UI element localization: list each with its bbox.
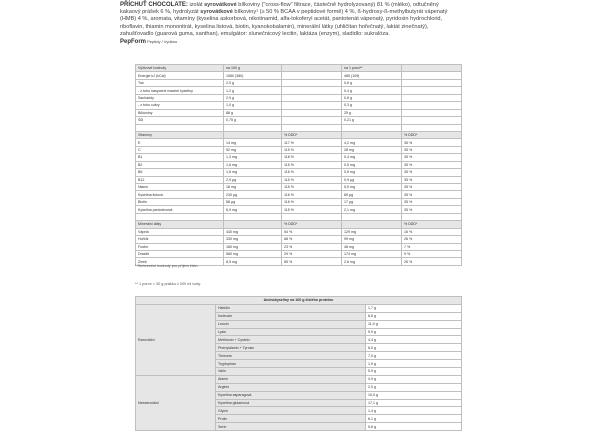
nutrient-value: 1,6 mg [224,161,282,168]
nutrient-value: 14 mg [224,139,282,146]
amino-acid-value: 9,9 g [366,328,462,336]
nutrition-row [136,94,462,101]
amino-row [136,304,462,312]
amino-acid-value: 4,9 g [366,375,462,383]
nutrient-value: 58 µg [224,198,282,205]
ingredients-paragraph [120,2,460,46]
nutrient-value: 230 µg [224,191,282,198]
nutrient-value: 0,6 g [342,79,402,86]
nutrient-value [282,213,342,220]
nutrient-value: 2,9 g [224,94,282,101]
nutrient-value: 430 mg [224,228,282,235]
nutrition-row [136,236,462,243]
nutrient-value: 99 mg [342,236,402,243]
amino-acid-name: Prolin [216,415,366,423]
amino-acid-name: Alanin [216,375,366,383]
nutrient-value: 17 µg [342,198,402,205]
amino-acid-table-body [136,304,462,430]
nutrient-value: 8,5 mg [224,258,282,265]
nutrient-value [342,124,402,131]
amino-group-label: Neesenciální [136,375,216,430]
amino-acid-value: 10,0 g [366,391,462,399]
nutrient-value [282,109,342,116]
nutrient-value: 1,2 g [224,87,282,94]
nutrient-name: Sacharidy [136,94,224,101]
amino-acid-name: Arginin [216,383,366,391]
nutrient-value: 116 % [282,198,342,205]
ingredient-text-segment: bílkoviny [232,9,257,16]
nutrient-name: Biotin [136,198,224,205]
nutrient-name: - z toho nasycené mastné kyseliny [136,87,224,94]
nutrient-name: C [136,146,224,153]
amino-acid-value: 6,0 g [366,344,462,352]
nutrient-value: 116 % [282,191,342,198]
nutrient-value [402,94,462,101]
amino-acid-name: Histidin [216,304,366,312]
nutrition-row [136,243,462,250]
nutrient-value: 4,2 mg [342,139,402,146]
amino-acid-value: 6,6 g [366,312,462,320]
amino-acid-name: Isoleucin [216,312,366,320]
nutrition-row [136,198,462,205]
amino-acid-value: 17,1 g [366,399,462,407]
nutrition-row [136,72,462,79]
amino-acid-name: Tryptophan [216,360,366,368]
nutrition-table [135,64,462,266]
nutrition-header-cell: Výživové hodnoty [136,65,224,72]
nutrient-value: 129 mg [342,228,402,235]
nutrition-row [136,154,462,161]
serving-footnote: ** 1 porce = 30 g prášku v 200 ml vody. [135,282,202,286]
nutrient-value [282,124,342,131]
nutrient-value: 92 mg [224,146,282,153]
nutrition-header-cell: na 100 g [224,65,282,72]
nutrition-row [136,250,462,257]
nutrition-row [136,191,462,198]
amino-group-label: Esenciální [136,304,216,375]
nutrient-value: 2,6 mg [342,258,402,265]
nutrient-value: 0,75 g [224,117,282,124]
nutrient-name: Draslík [136,250,224,257]
nutrient-value: 88 g [224,109,282,116]
nutrient-value: 25 g [342,109,402,116]
ingredient-text-segment: izolát [187,2,205,8]
nutrient-name: Fosfor [136,243,224,250]
nutrient-value [224,213,282,220]
amino-acid-name: Serin [216,423,366,431]
ingredient-text-segment: (≥ 50 % BCAA v peptidové formě) 4 %, ß-hydroxy-ß-methylbutyrát vápenatý (HMB) 4 %, aromata, vitamíny (kyselina askorbová, nikotinamid, alfa-tokoferyl acetát, pantotenát vápenatý, pyridoxin hydrochlorid, riboflavin, thiamin mononitrát, kyselina listová, biotin, kyanokobalamin), minerální látky (uhličitan hořečnatý, laktát zinečnatý), zahušťovadlo (guarová guma, xanthan), emulgátor: slunečnicový lecitin, laktáza (enzym), sladidlo: sukralóza. [120,9,448,37]
nutrient-value [402,213,462,220]
nutrient-value [282,117,342,124]
nutrient-value [282,87,342,94]
amino-acid-value: 5,9 g [366,368,462,376]
amino-acid-table [135,296,462,431]
nutrient-name: - z toho cukry [136,102,224,109]
nutrient-value: 7 % [402,243,462,250]
nutrient-value: 35 % [402,206,462,213]
amino-table-title: Aminokyseliny na 100 g čistého proteinu [136,297,462,305]
nutrient-value: 48 mg [342,243,402,250]
nutrition-row [136,109,462,116]
nutrient-value [402,72,462,79]
nutrition-row [136,206,462,213]
amino-acid-value: 1,9 g [366,360,462,368]
amino-acid-name: Leucin [216,320,366,328]
nutrient-value [402,87,462,94]
nutrition-row [136,184,462,191]
nutrition-header-row [136,65,462,72]
amino-acid-name: Lysin [216,328,366,336]
nutrient-value: 1,3 mg [224,154,282,161]
nutrition-header-cell [282,65,342,72]
nutrient-value [282,102,342,109]
nutrition-row [136,87,462,94]
nutrient-value [282,94,342,101]
nutrition-spacer-row [136,213,462,220]
nutrient-value: 160 mg [224,243,282,250]
amino-acid-value: 6,1 g [366,415,462,423]
nutrient-name: B6 [136,169,224,176]
amino-acid-value: 2,0 g [366,383,462,391]
nutrition-row [136,79,462,86]
nutrient-value: 1,6 mg [224,169,282,176]
nutrient-value: 69 µg [342,191,402,198]
nutrition-row [136,139,462,146]
nutrient-value: 2,9 µg [224,176,282,183]
nutrient-value: % DDD* [282,131,342,138]
nutrient-name: Sůl [136,117,224,124]
allergen-highlight: syrovátkové [204,2,237,8]
nutrient-value: 117 % [282,139,342,146]
amino-acid-name: Kyselina asparagová [216,391,366,399]
nutrition-row [136,176,462,183]
nutrient-value: 0,8 g [342,94,402,101]
nutrition-row [136,146,462,153]
nutrient-value [402,102,462,109]
nutrient-value: 29 % [282,250,342,257]
nutrient-value: 115 % [282,176,342,183]
nutrient-value: % DDD* [402,131,462,138]
nutrient-value: 0,3 g [342,102,402,109]
nutrient-value: 115 % [282,206,342,213]
amino-acid-name: Valin [216,368,366,376]
nutrient-value: 1580 (380) [224,72,282,79]
nutrient-name: Kyselina listová [136,191,224,198]
nutrient-value: 0,21 g [342,117,402,124]
nutrient-name: B1 [136,154,224,161]
nutrition-row [136,102,462,109]
nutrient-value: 6,9 mg [224,206,282,213]
nutrient-value [342,131,402,138]
nutrient-value [402,117,462,124]
amino-acid-name: Threonin [216,352,366,360]
nutrient-value: 115 % [282,146,342,153]
nutrient-value: 16 % [402,228,462,235]
nutrient-value: % DDD* [282,221,342,228]
amino-acid-name: Methionin + Cystein [216,336,366,344]
nutrition-section-row [136,131,462,138]
nutrient-value: 115 % [282,161,342,168]
amino-acid-value: 1,7 g [366,304,462,312]
amino-acid-name: Phenylalanin + Tyrosin [216,344,366,352]
amino-acid-value: 1,4 g [366,407,462,415]
nutrient-value [402,79,462,86]
amino-acid-value: 5,6 g [366,423,462,431]
nutrient-value: 9 % [402,250,462,257]
amino-acid-name: Glycin [216,407,366,415]
nutrient-value: 115 % [282,184,342,191]
nutrient-name: Kyselina pantotenová [136,206,224,213]
nutrient-value: 35 % [402,139,462,146]
nutrition-table-body [136,72,462,265]
nutrition-row [136,117,462,124]
nutrition-spacer-row [136,124,462,131]
amino-acid-value: 4,4 g [366,336,462,344]
nutrient-value: 35 % [402,198,462,205]
nutrient-name: B12 [136,176,224,183]
nutrient-name: Niacin [136,184,224,191]
nutrient-value: 54 % [282,228,342,235]
nutrient-value: 174 mg [342,250,402,257]
nutrient-name: Minerální látky [136,221,224,228]
brand-note: Peptidy / Vydáno [146,39,178,45]
nutrient-value: 5,5 mg [342,184,402,191]
nutrition-row [136,228,462,235]
nutrient-value: 35 % [402,169,462,176]
nutrition-header-cell: na 1 porci** [342,65,402,72]
nutrient-name [136,124,224,131]
nutrient-value: 0,4 mg [342,154,402,161]
nutrient-value: 35 % [402,154,462,161]
nutrient-name: Zinek [136,258,224,265]
ingredient-text-segment: ), odtučněný kakaový prášek 6 %, hydrolyzát [120,2,439,16]
nutrient-value [224,124,282,131]
nutrient-value: 0,5 mg [342,169,402,176]
amino-acid-name: Kyselina glutamová [216,399,366,407]
nutrient-value: 1,0 g [224,102,282,109]
ingredient-text-segment: bílkoviny ("cross-flow" filtrace, částečně hydrolyzovaný) 81 % ( [236,2,394,8]
nutrient-value: 465 (109) [342,72,402,79]
nutrient-name [136,213,224,220]
nutrient-value [224,131,282,138]
nutrient-value [402,124,462,131]
nutrition-row [136,169,462,176]
amino-row [136,375,462,383]
nutrient-name: Vápník [136,228,224,235]
nutrient-name: B2 [136,161,224,168]
nutrient-name: E [136,139,224,146]
nutrition-section-row [136,221,462,228]
nutrient-value [342,221,402,228]
nutrient-value: 35 % [402,191,462,198]
nutrient-value: 0,5 mg [342,161,402,168]
ingredient-text-segment: mléko [393,2,408,8]
nutrient-value: 580 mg [224,250,282,257]
nutrient-value [402,109,462,116]
nutrient-value: 116 % [282,169,342,176]
nutrient-value: 28 mg [342,146,402,153]
nutrient-value: 88 % [282,236,342,243]
brand-name: PepForm [120,39,147,46]
nutrient-value [282,72,342,79]
allergen-highlight: syrovátkové [200,9,233,16]
nutrient-value [224,221,282,228]
nutrient-value [282,79,342,86]
flavor-label: PŘÍCHUŤ CHOCOLATE: [120,2,188,8]
nutrient-value: 2,1 mg [342,206,402,213]
nutrient-name: Energie kJ (kCal) [136,72,224,79]
nutrient-value: 35 % [402,184,462,191]
nutrient-value: 330 mg [224,236,282,243]
nutrient-value: 0,4 g [342,87,402,94]
nutrient-value: 26 % [402,258,462,265]
nutrient-value: 23 % [282,243,342,250]
nutrition-row [136,161,462,168]
nutrient-value: 35 % [402,176,462,183]
nutrient-name: Bílkoviny [136,109,224,116]
nutrient-value: 35 % [402,161,462,168]
nutrient-value: 118 % [282,154,342,161]
amino-acid-value: 7,0 g [366,352,462,360]
amino-acid-value: 11,0 g [366,320,462,328]
nutrient-name: Vitamíny [136,131,224,138]
nutrient-name: Tuk [136,79,224,86]
amino-title-row [136,297,462,305]
nutrient-value: 26 % [402,236,462,243]
nutrient-name: Hořčík [136,236,224,243]
nutrient-value: 85 % [282,258,342,265]
nutrient-value: 35 % [402,146,462,153]
rdi-footnote: * Referenční hodnoty pro příjem živin. [135,264,199,268]
nutrient-value: 2,0 g [224,79,282,86]
nutrient-value: 18 mg [224,184,282,191]
ingredient-text-segment: ¹ [256,9,259,16]
nutrient-value [342,213,402,220]
nutrition-header-cell [402,65,462,72]
nutrient-value: 0,9 µg [342,176,402,183]
nutrient-value: % DDD* [402,221,462,228]
